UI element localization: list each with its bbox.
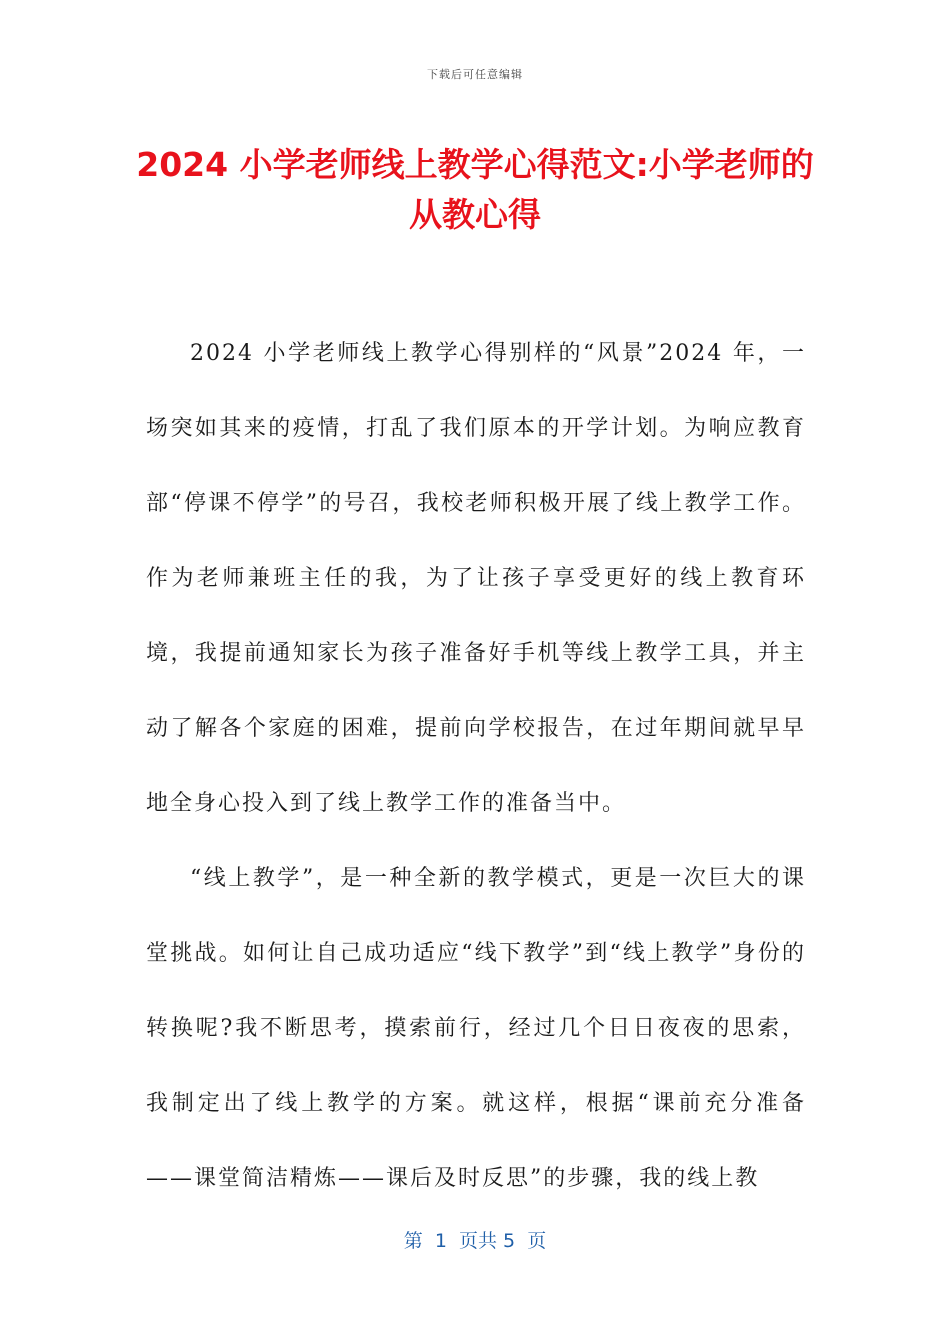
document-body [146, 316, 806, 1216]
page-number: 第 1 页共 5 页 [403, 1230, 547, 1252]
paragraph: “线上教学”，是一种全新的教学模式，更是一次巨大的课堂挑战。如何让自己成功适应“线下教学”到“线上教学”身份的转换呢?我不断思考，摸索前行，经过几个日日夜夜的思索，我制定出了线上教学的方案。就这样，根据“课前充分准备——课堂简洁精炼——课后及时反思”的步骤，我的线上教 [146, 866, 806, 1191]
paragraph: 2024 小学老师线上教学心得别样的“风景”2024 年，一场突如其来的疫情，打乱了我们原本的开学计划。为响应教育部“停课不停学”的号召，我校老师积极开展了线上教学工作。作为老师兼班主任的我，为了让孩子享受更好的线上教育环境，我提前通知家长为孩子准备好手机等线上教学工具，并主动了解各个家庭的困难，提前向学校报告，在过年期间就早早地全身心投入到了线上教学工作的准备当中。 [146, 341, 806, 816]
header-note: 下载后可任意编辑 [427, 68, 523, 81]
document-title: 2024 小学老师线上教学心得范文:小学老师的从教心得 [136, 145, 814, 234]
